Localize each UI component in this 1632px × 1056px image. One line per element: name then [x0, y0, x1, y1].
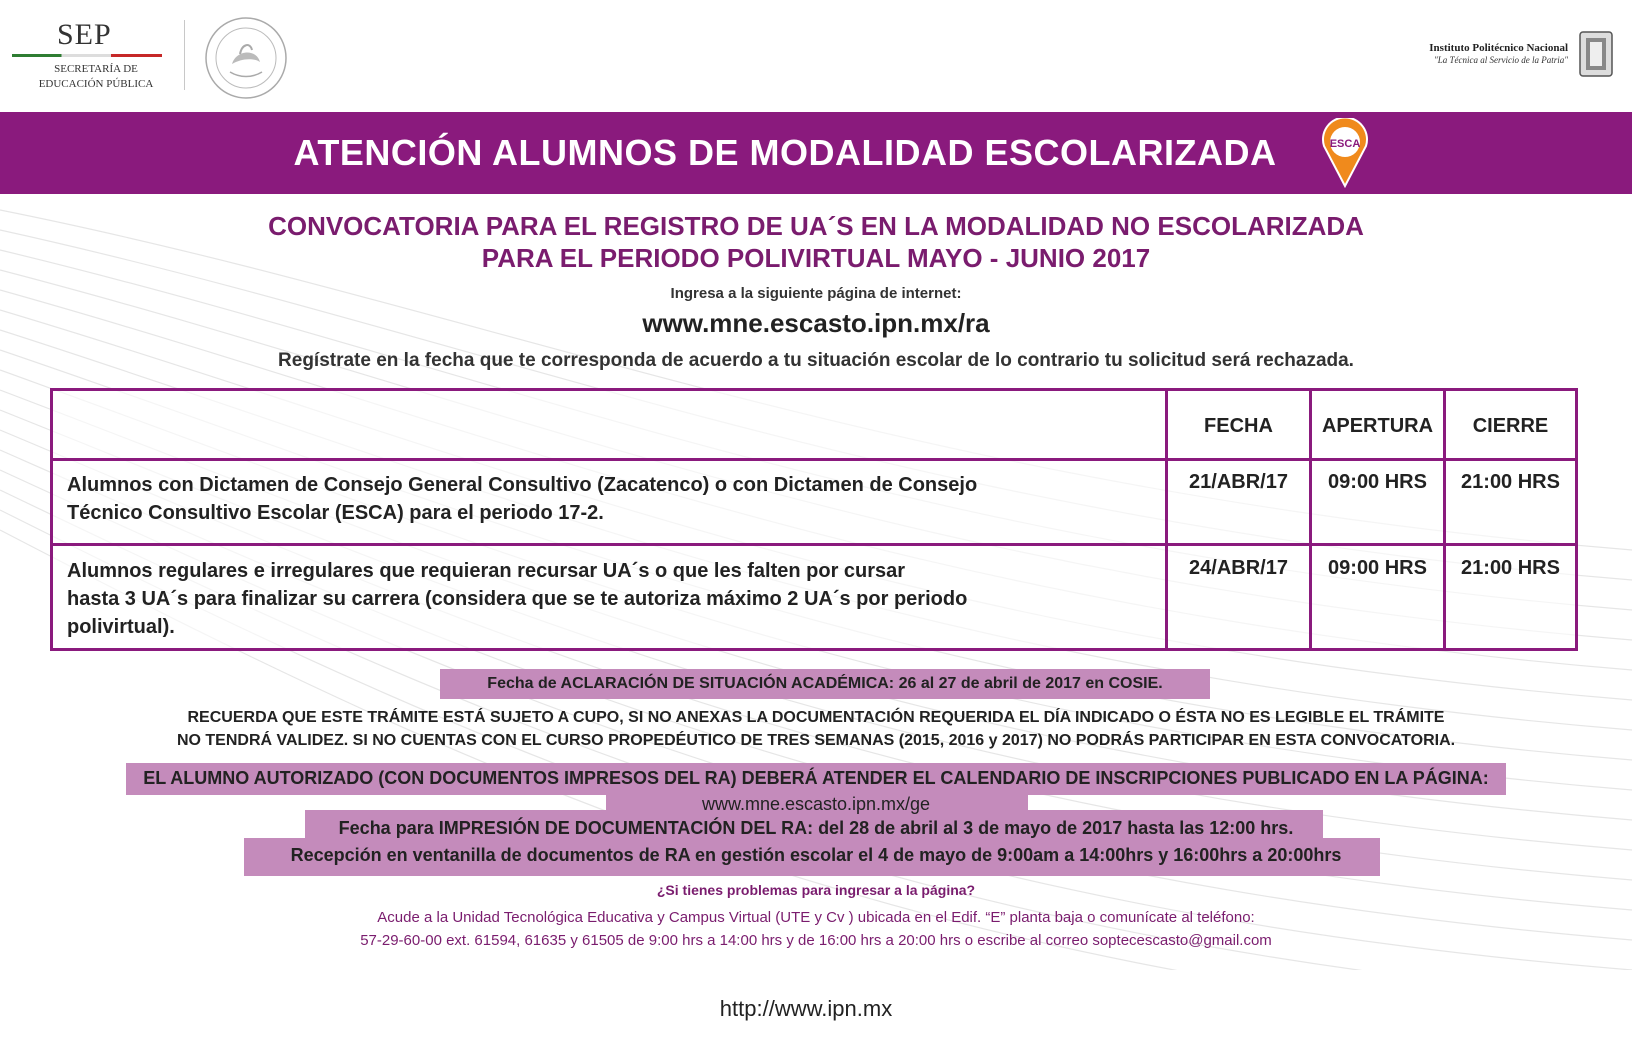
recuerda-line-2: NO TENDRÁ VALIDEZ. SI NO CUENTAS CON EL CURSO PROPEDÉUTICO DE TRES SEMANAS (2015, 2016 y 2017) NO PODRÁS PARTICIPAR EN ESTA CONVOCATORIA.: [176, 732, 1456, 749]
recepcion-note: Recepción en ventanilla de documentos de RA en gestión escolar el 4 de mayo de 9:00am a 14:00hrs y 16:00hrs a 20:00hrs: [290, 845, 1342, 865]
row-2-fecha: 24/ABR/17: [1189, 557, 1288, 579]
schedule-table: [50, 388, 1578, 651]
row-1-desc-line-1: Alumnos con Dictamen de Consejo General Consultivo (Zacatenco) o con Dictamen de Consejo: [67, 474, 978, 496]
table-row-divider: [53, 543, 1575, 546]
row-1-apertura: 09:00 HRS: [1328, 471, 1427, 493]
row-1-desc-line-2: Técnico Consultivo Escolar (ESCA) para el periodo 17-2.: [67, 502, 604, 524]
header-fecha: FECHA: [1204, 415, 1273, 437]
row-1-cierre: 21:00 HRS: [1461, 471, 1560, 493]
alumno-note: EL ALUMNO AUTORIZADO (CON DOCUMENTOS IMPRESOS DEL RA) DEBERÁ ATENDER EL CALENDARIO DE INSCRIPCIONES PUBLICADO EN LA PÁGINA:: [143, 768, 1489, 788]
convocatoria-title-line-2: PARA EL PERIODO POLIVIRTUAL MAYO - JUNIO 2017: [481, 243, 1151, 273]
convocatoria-title-line-1: CONVOCATORIA PARA EL REGISTRO DE UA´S EN LA MODALIDAD NO ESCOLARIZADA: [268, 211, 1364, 241]
help-contact-line-2: 57-29-60-00 ext. 61594, 61635 y 61505 de 9:00 hrs a 14:00 hrs y de 16:00 hrs a 20:00 hrs o escribe al correo soptecescasto@gmail.com: [360, 932, 1272, 949]
banner-title: ATENCIÓN ALUMNOS DE MODALIDAD ESCOLARIZADA: [293, 132, 1277, 173]
registrate-text: Regístrate en la fecha que te corresponda de acuerdo a tu situación escolar de lo contrario tu solicitud será rechazada.: [278, 350, 1354, 371]
registration-url[interactable]: www.mne.escasto.ipn.mx/ra: [642, 308, 990, 338]
table-row-2-description: [67, 557, 1067, 641]
sep-subtitle-line-2: EDUCACIÓN PÚBLICA: [38, 78, 154, 90]
row-2-cierre: 21:00 HRS: [1461, 557, 1560, 579]
recuerda-note: [0, 706, 1632, 752]
footer-url[interactable]: http://www.ipn.mx: [719, 996, 893, 1021]
aclaracion-note: Fecha de ACLARACIÓN DE SITUACIÓN ACADÉMICA: 26 al 27 de abril de 2017 en COSIE.: [440, 669, 1210, 699]
sep-subtitle-line-1: SECRETARÍA DE: [54, 63, 138, 75]
help-contact: [0, 906, 1632, 952]
ingresa-text: Ingresa a la siguiente página de internet:: [670, 285, 962, 302]
table-row-1-description: [67, 471, 1067, 527]
row-2-desc-line-1: Alumnos regulares e irregulares que requieran recursar UA´s o que les falten por cursar: [67, 560, 906, 582]
row-1-fecha: 21/ABR/17: [1189, 471, 1288, 493]
row-2-desc-line-2: hasta 3 UA´s para finalizar su carrera (considera que se te autoriza máximo 2 UA´s por periodo: [67, 588, 968, 610]
table-row-divider: [53, 458, 1575, 461]
sep-title: SEP: [57, 18, 112, 51]
ipn-motto: "La Técnica al Servicio de la Patria": [1433, 55, 1568, 65]
impresion-note: Fecha para IMPRESIÓN DE DOCUMENTACIÓN DEL RA: del 28 de abril al 3 de mayo de 2017 hasta las 12:00 hrs.: [338, 818, 1294, 838]
header-cierre: CIERRE: [1472, 415, 1549, 437]
header-apertura: APERTURA: [1321, 415, 1434, 437]
recuerda-line-1: RECUERDA QUE ESTE TRÁMITE ESTÁ SUJETO A CUPO, SI NO ANEXAS LA DOCUMENTACIÓN REQUERIDA EL DÍA INDICADO O ÉSTA NO ES LEGIBLE EL TRÁMITE: [187, 709, 1445, 726]
row-2-desc-line-3: polivirtual).: [67, 616, 175, 638]
ipn-name: Instituto Politécnico Nacional: [1429, 42, 1568, 54]
help-question: ¿Si tienes problemas para ingresar a la página?: [656, 882, 976, 898]
convocatoria-title: [0, 210, 1632, 274]
row-2-apertura: 09:00 HRS: [1328, 557, 1427, 579]
ge-url[interactable]: www.mne.escasto.ipn.mx/ge: [701, 794, 931, 814]
help-contact-line-1: Acude a la Unidad Tecnológica Educativa y Campus Virtual (UTE y Cv ) ubicada en el Edif. “E” planta baja o comunícate al teléfono:: [377, 909, 1255, 926]
esca-logo-text: ESCA: [1329, 138, 1361, 150]
